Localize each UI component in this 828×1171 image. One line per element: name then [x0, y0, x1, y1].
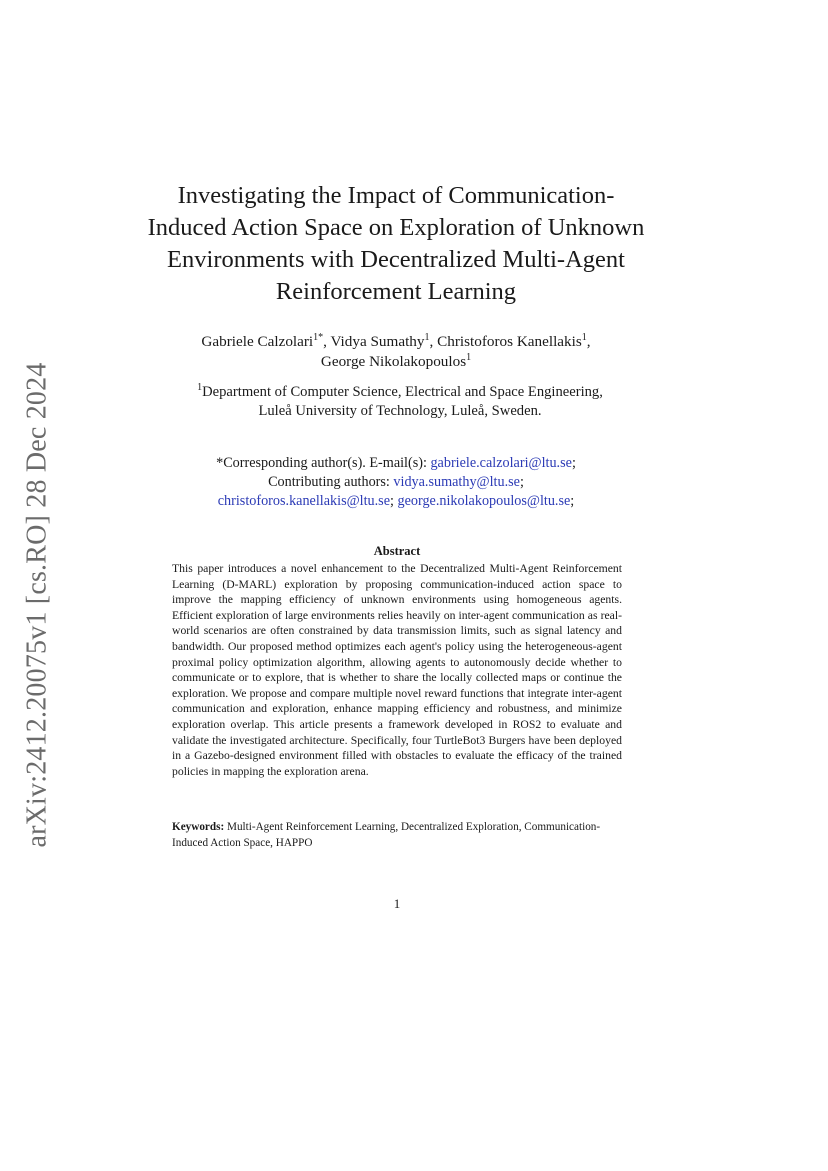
author-affiliation-mark: 1*	[313, 331, 324, 343]
page-number: 1	[393, 896, 401, 911]
paper-title: Investigating the Impact of Communication-Induced Action Space on Exploration of Unknown Environments with Decentralized Multi-Agent Reinforcement Learning	[147, 182, 645, 305]
author-affiliation-mark: 1	[466, 351, 472, 363]
email-link-sumathy[interactable]: vidya.sumathy@ltu.se	[393, 474, 520, 490]
keywords	[172, 820, 622, 851]
arxiv-identifier: arXiv:2412.20075v1 [cs.RO] 28 Dec 2024	[22, 362, 54, 848]
keywords-label: Keywords:	[172, 821, 225, 833]
arxiv-stamp	[18, 360, 58, 850]
author-affiliation-mark: 1	[581, 331, 587, 343]
author-separator: ,	[586, 333, 591, 350]
email-separator: ;	[519, 474, 524, 490]
author-separator: ,	[323, 333, 331, 350]
author-separator: ,	[429, 333, 438, 350]
email-separator: ;	[571, 455, 576, 471]
affiliation-mark: 1	[197, 382, 203, 394]
affiliation	[140, 383, 660, 421]
contact-info	[140, 454, 652, 511]
corresponding-label: *Corresponding author(s). E-mail(s):	[216, 455, 431, 471]
email-separator: ;	[570, 493, 575, 509]
author-list	[140, 332, 652, 372]
email-link-calzolari[interactable]: gabriele.calzolari@ltu.se	[430, 455, 572, 471]
author-name: Gabriele Calzolari	[201, 333, 314, 350]
author-affiliation-mark: 1	[424, 331, 430, 343]
email-link-kanellakis[interactable]: christoforos.kanellakis@ltu.se	[217, 493, 390, 509]
abstract-heading: Abstract	[373, 544, 421, 558]
affiliation-line: Department of Computer Science, Electrical and Space Engineering,	[202, 384, 603, 400]
affiliation-line: Luleå University of Technology, Luleå, Sweden.	[258, 403, 542, 419]
contributing-label: Contributing authors:	[268, 474, 394, 490]
keywords-text: Multi-Agent Reinforcement Learning, Decentralized Exploration, Communication-Induced Action Space, HAPPO	[172, 821, 601, 849]
abstract-text: This paper introduces a novel enhancement to the Decentralized Multi-Agent Reinforcement Learning (D-MARL) exploration by proposing communication-induced action space to improve the mapping efficiency of unknown environments using homogeneous agents. Efficient exploration of large environments relies heavily on inter-agent communication as real-world scenarios are often constrained by data transmission limits, such as signal latency and bandwidth. Our proposed method optimizes each agent's policy using the heterogeneous-agent proximal policy optimization algorithm, allowing agents to autonomously decide whether to communicate or to explore, that is whether to share the locally collected maps or continue the exploration. We propose and compare multiple novel reward functions that integrate inter-agent communication and exploration, enhance mapping efficiency and robustness, and minimize exploration overlap. This article presents a framework developed in ROS2 to evaluate and validate the investigated architecture. Specifically, four TurtleBot3 Burgers have been deployed in a Gazebo-designed environment filled with obstacles to evaluate the efficacy of the trained policies in mapping the exploration arena.	[172, 562, 622, 778]
author-name: George Nikolakopoulos	[320, 353, 467, 370]
author-name: Christoforos Kanellakis	[437, 333, 582, 350]
email-link-nikolakopoulos[interactable]: george.nikolakopoulos@ltu.se	[397, 493, 571, 509]
email-separator: ;	[390, 493, 394, 509]
author-name: Vidya Sumathy	[330, 333, 425, 350]
